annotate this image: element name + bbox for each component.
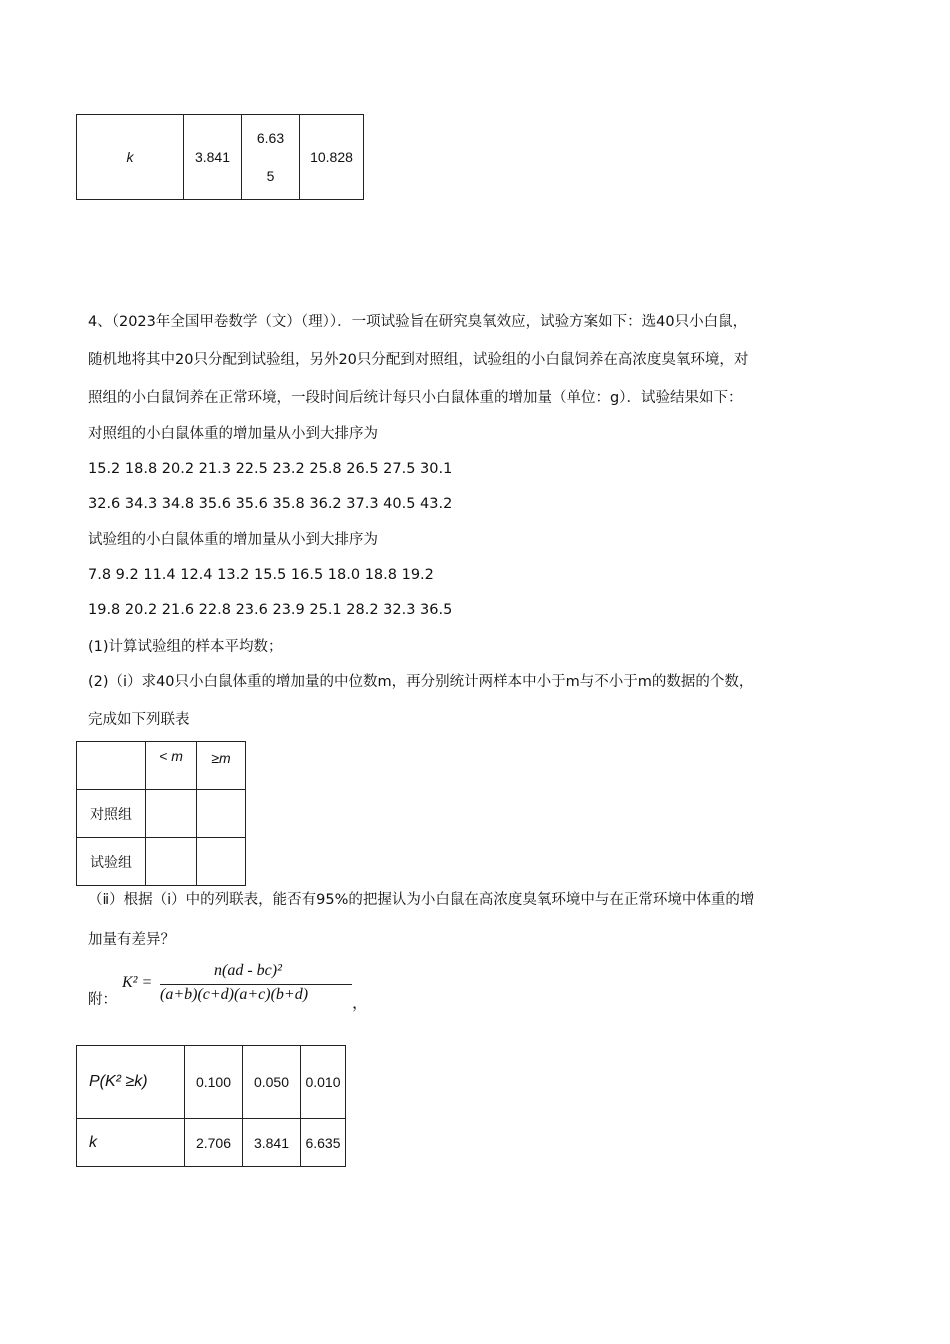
row-header-test: 试验组 — [77, 838, 146, 886]
corner-cell — [77, 742, 146, 790]
fraction-bar — [160, 984, 352, 985]
control-heading: 对照组的小白鼠体重的增加量从小到大排序为 — [88, 426, 378, 442]
attachment-label: 附： — [88, 992, 117, 1008]
k-value-line: 6.63 — [256, 130, 285, 146]
question-2-part-ii: （ⅱ）根据（i）中的列联表，能否有95%的把握认为小白鼠在高浓度臭氧环境中与在正常环境中体重的增 — [88, 892, 755, 908]
bottom-critical-table — [76, 1045, 346, 1167]
formula-lhs: K² = — [122, 974, 153, 991]
formula-numerator: n(ad - bc)² — [214, 962, 282, 979]
contingency-table — [76, 741, 246, 886]
k-value-cell: 2.706 — [185, 1119, 243, 1167]
k-squared-formula — [122, 962, 369, 1012]
k-value-line: 5 — [266, 168, 275, 184]
k-value-cell: 3.841 — [184, 115, 242, 200]
k-value-cell: 6.635 — [301, 1119, 346, 1167]
empty-cell — [197, 838, 246, 886]
control-data-row: 15.2 18.8 20.2 21.3 22.5 23.2 25.8 26.5 27.5 30.1 — [88, 461, 453, 477]
top-critical-table — [76, 114, 364, 200]
control-data-row: 32.6 34.3 34.8 35.6 35.6 35.8 36.2 37.3 40.5 43.2 — [88, 496, 453, 512]
test-data-row: 19.8 20.2 21.6 22.8 23.6 23.9 25.1 28.2 32.3 36.5 — [88, 602, 453, 618]
col-header-less-m: < m — [146, 742, 197, 790]
question-2-part-i: 完成如下列联表 — [88, 712, 190, 728]
problem-intro: 4、（2023年全国甲卷数学（文）（理））．一项试验旨在研究臭氧效应，试验方案如下：选40只小白鼠， — [88, 314, 748, 330]
formula-tail: ， — [352, 995, 369, 1012]
p-value-cell: 0.100 — [185, 1046, 243, 1119]
row-header-control: 对照组 — [77, 790, 146, 838]
empty-cell — [146, 838, 197, 886]
test-data-row: 7.8 9.2 11.4 12.4 13.2 15.5 16.5 18.0 18.8 19.2 — [88, 567, 434, 583]
formula-denominator: (a+b)(c+d)(a+c)(b+d) — [160, 986, 309, 1003]
k-value-cell: 10.828 — [300, 115, 364, 200]
test-heading: 试验组的小白鼠体重的增加量从小到大排序为 — [88, 532, 378, 548]
p-label-cell: P(K² ≥k) — [77, 1046, 185, 1119]
p-value-cell: 0.010 — [301, 1046, 346, 1119]
p-value-cell: 0.050 — [243, 1046, 301, 1119]
empty-cell — [197, 790, 246, 838]
question-2-part-ii: 加量有差异？ — [88, 932, 175, 948]
question-1: (1)计算试验组的样本平均数； — [88, 639, 283, 655]
k-value-cell: 3.841 — [243, 1119, 301, 1167]
col-header-geq-m: ≥m — [197, 742, 246, 790]
empty-cell — [146, 790, 197, 838]
k-label-cell: k — [77, 1119, 185, 1167]
question-2-part-i: (2)（ⅰ）求40只小白鼠体重的增加量的中位数m，再分别统计两样本中小于m与不小于m的数据的个数， — [88, 674, 754, 690]
problem-intro: 随机地将其中20只分配到试验组，另外20只分配到对照组，试验组的小白鼠饲养在高浓度臭氧环境，对 — [88, 352, 749, 368]
k-label-cell: k — [77, 115, 184, 200]
problem-intro: 照组的小白鼠饲养在正常环境，一段时间后统计每只小白鼠体重的增加量（单位：g）．试验结果如下： — [88, 390, 743, 406]
k-value-cell — [242, 115, 300, 200]
